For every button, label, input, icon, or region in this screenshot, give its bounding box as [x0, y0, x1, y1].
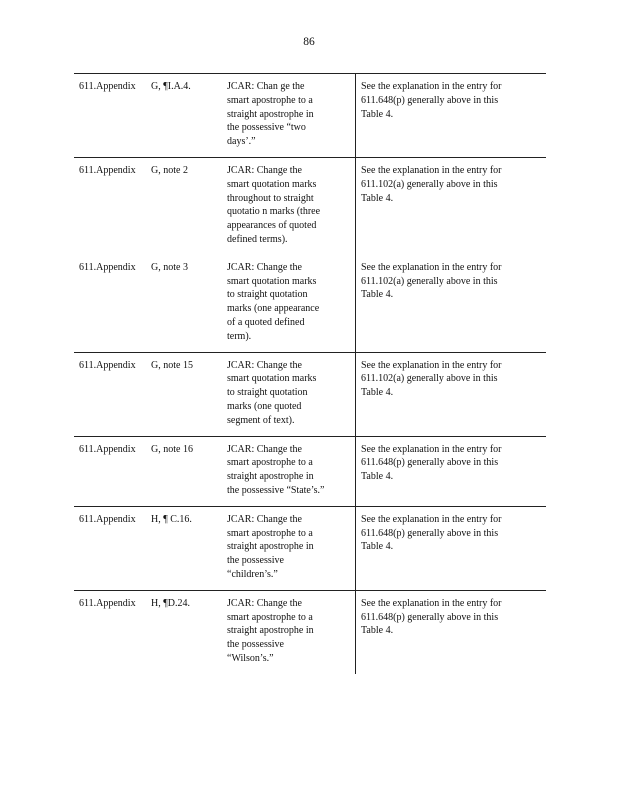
table-row: [74, 437, 546, 507]
reason-line: See the explanation in the entry for: [361, 261, 502, 273]
change-line: segment of text).: [227, 414, 295, 426]
location-cell: H, ¶ C.16.: [151, 513, 192, 525]
reason-line: 611.102(a) generally above in this: [361, 373, 498, 385]
reason-cell: [356, 507, 531, 590]
reason-line: Table 4.: [361, 471, 394, 483]
section-cell: 611.Appendix: [79, 261, 136, 273]
change-line: JCAR: Change the: [227, 513, 302, 525]
change-cell: [224, 255, 356, 352]
reason-line: Table 4.: [361, 625, 394, 637]
change-line: straight apostrophe in: [227, 108, 314, 120]
change-line: JCAR: Change the: [227, 443, 302, 455]
change-line: smart quotation marks: [227, 373, 317, 385]
section-cell: 611.Appendix: [79, 513, 136, 525]
change-line: smart quotation marks: [227, 275, 317, 287]
reason-line: 611.648(p) generally above in this: [361, 527, 499, 539]
change-line: smart apostrophe to a: [227, 611, 313, 623]
change-line: straight apostrophe in: [227, 625, 314, 637]
change-line: appearances of quoted: [227, 220, 317, 232]
change-line: smart apostrophe to a: [227, 527, 313, 539]
change-cell: [224, 437, 356, 506]
table-row: [74, 74, 546, 158]
reason-line: See the explanation in the entry for: [361, 513, 502, 525]
reason-line: Table 4.: [361, 387, 394, 399]
reason-cell: [356, 74, 531, 157]
change-line: throughout to straight: [227, 192, 314, 204]
location-cell: G, note 16: [151, 443, 193, 455]
table-row: [74, 353, 546, 437]
reason-line: 611.648(p) generally above in this: [361, 94, 499, 106]
section-cell: 611.Appendix: [79, 81, 136, 92]
reason-line: See the explanation in the entry for: [361, 164, 502, 176]
reason-line: 611.648(p) generally above in this: [361, 457, 499, 469]
reason-line: Table 4.: [361, 541, 394, 553]
change-line: marks (one quoted: [227, 400, 302, 412]
change-line: smart quotation marks: [227, 178, 317, 190]
change-line: quotatio n marks (three: [227, 206, 321, 218]
location-cell: G, ¶I.A.4.: [151, 81, 191, 92]
table-row: [74, 158, 546, 255]
reason-line: Table 4.: [361, 289, 394, 301]
change-line: the possessive “State’s.”: [227, 484, 325, 496]
change-line: to straight quotation: [227, 289, 308, 301]
reason-line: Table 4.: [361, 108, 394, 120]
change-line: defined terms).: [227, 233, 288, 245]
location-cell: H, ¶D.24.: [151, 597, 190, 609]
change-line: JCAR: Change the: [227, 359, 302, 371]
reason-line: Table 4.: [361, 192, 394, 204]
reason-line: See the explanation in the entry for: [361, 81, 502, 92]
change-line: JCAR: Change the: [227, 261, 302, 273]
change-line: of a quoted defined: [227, 316, 305, 328]
change-line: straight apostrophe in: [227, 541, 314, 553]
change-cell: [224, 591, 356, 674]
change-line: JCAR: Chan ge the: [227, 81, 305, 92]
section-cell: 611.Appendix: [79, 443, 136, 455]
change-line: “Wilson’s.”: [227, 652, 274, 664]
change-line: the possessive: [227, 639, 284, 651]
change-line: straight apostrophe in: [227, 471, 314, 483]
change-cell: [224, 507, 356, 590]
change-cell: [224, 353, 356, 436]
page-number: 86: [303, 36, 315, 48]
location-cell: G, note 2: [151, 164, 188, 176]
change-cell: [224, 74, 356, 157]
change-line: JCAR: Change the: [227, 597, 302, 609]
reason-line: See the explanation in the entry for: [361, 359, 502, 371]
reason-line: See the explanation in the entry for: [361, 443, 502, 455]
change-line: smart apostrophe to a: [227, 457, 313, 469]
section-cell: 611.Appendix: [79, 359, 136, 371]
change-line: “children’s.”: [227, 568, 278, 580]
change-cell: [224, 158, 356, 255]
change-line: term).: [227, 330, 252, 342]
change-line: days’.”: [227, 136, 256, 148]
changes-table: [74, 73, 546, 674]
table-row: [74, 507, 546, 591]
reason-cell: [356, 158, 531, 255]
change-line: to straight quotation: [227, 387, 308, 399]
reason-line: 611.102(a) generally above in this: [361, 178, 498, 190]
change-line: JCAR: Change the: [227, 164, 302, 176]
change-line: the possessive “two: [227, 122, 306, 134]
reason-line: 611.102(a) generally above in this: [361, 275, 498, 287]
reason-cell: [356, 353, 531, 436]
section-cell: 611.Appendix: [79, 597, 136, 609]
reason-cell: [356, 437, 531, 506]
reason-cell: [356, 591, 531, 674]
location-cell: G, note 3: [151, 261, 188, 273]
change-line: smart apostrophe to a: [227, 94, 313, 106]
change-line: the possessive: [227, 555, 284, 567]
reason-line: See the explanation in the entry for: [361, 597, 502, 609]
reason-line: 611.648(p) generally above in this: [361, 611, 499, 623]
location-cell: G, note 15: [151, 359, 193, 371]
reason-cell: [356, 255, 531, 352]
section-cell: 611.Appendix: [79, 164, 136, 176]
table-row: [74, 255, 546, 353]
table-row: [74, 591, 546, 674]
change-line: marks (one appearance: [227, 303, 320, 315]
